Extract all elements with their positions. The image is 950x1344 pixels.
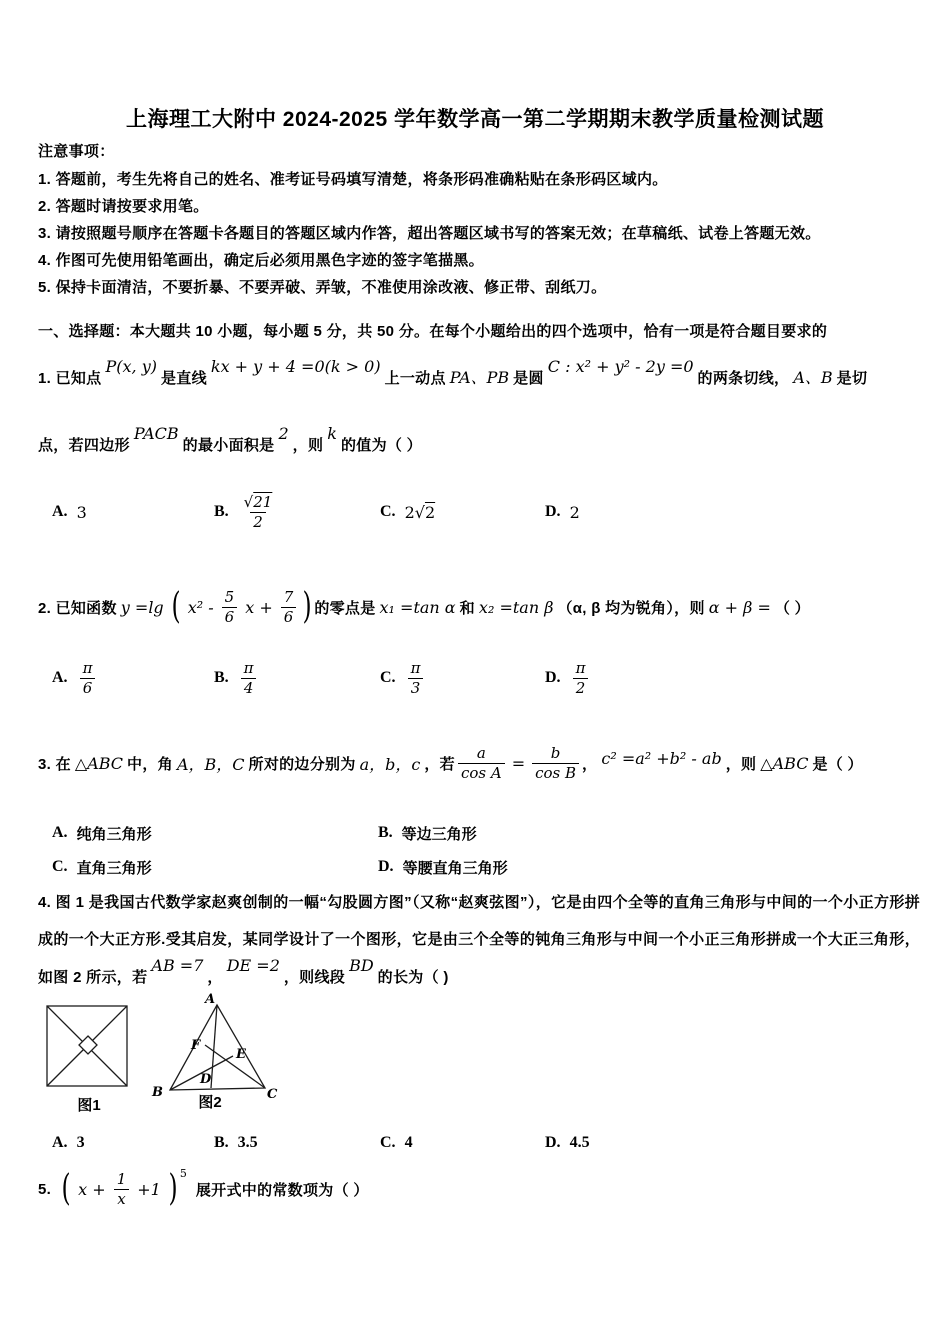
fig2-label-e: E [236,1047,246,1062]
question-1-line-1 [38,357,868,388]
notice-item-3: 3. 请按照题号顺序在答题卡各题目的答题区域内作答，超出答题区域书写的答案无效；在草稿纸、试卷上答题无效。 [38,225,821,242]
q3-text: ， [582,755,598,773]
question-1-line-2 [38,424,422,455]
q1-math-pa-pb: PA、PB [449,368,510,387]
open-paren: ( [171,585,181,627]
q2-option-d [545,652,591,704]
option-label: D. [545,503,561,520]
q1-options [0,483,950,541]
q1-text: ，则 [292,437,324,454]
option-value: 3 [76,502,87,522]
denominator: 6 [222,607,238,627]
q1-text: 是圆 [513,370,544,387]
numerator: 5 [224,587,235,606]
figure-2-triangle-diagram [150,993,285,1105]
q3-text: 是（ ） [812,755,863,773]
numerator: π [243,658,254,677]
denominator: x [114,1189,128,1209]
denominator: 4 [241,678,257,698]
q1-math-point: P(x, y) [105,357,157,376]
q1-math-line-eq: kx + y + 4 =0(k > 0) [210,357,381,376]
q3-option-c [52,854,152,880]
q2-function-formula [117,585,315,627]
q4-option-b [214,1128,258,1158]
equals-sign: = [511,753,526,773]
question-2 [38,575,810,639]
fraction-a-cosA [458,744,505,783]
option-value: 直角三角形 [76,859,152,877]
option-value: 等腰直角三角形 [402,859,508,877]
q2-text: 2. 已知函数 [38,599,117,617]
option-value: 4 [404,1134,413,1151]
q3-option-b [378,820,477,846]
option-value: 等边三角形 [401,825,477,843]
denominator: 3 [408,678,424,698]
q2-options [0,652,950,704]
q5-text: 展开式中的常数项为（ ） [195,1181,369,1199]
q3-options-row-2 [0,854,950,880]
q1-text: 的两条切线， [697,370,790,387]
math-de-2: DE =2 [226,956,280,975]
math-alpha-beta: α + β = [708,597,771,617]
radical-sign: √ [243,492,254,511]
radicand: 2 [424,502,436,522]
section-heading: 一、选择题：本大题共 10 小题，每小题 5 分，共 50 分。在每个小题给出的四个选项中，恰有一项是符合题目要求的 [38,323,828,340]
q2-text: 和 [459,599,475,617]
q4-text: 的长为（ ) [377,969,449,986]
denominator: cos A [458,763,505,783]
q1-option-d [545,483,580,541]
radicand: 21 [253,492,273,511]
figure-1-zhaoshuang-diagram [45,1002,133,1090]
notice-item-2: 2. 答题时请按要求用笔。 [38,198,209,215]
q1-math-area: 2 [278,424,289,443]
q1-text: 是切 [836,370,868,387]
q1-text: 点，若四边形 [38,437,130,454]
q2-option-a [52,652,98,704]
question-4 [38,884,920,996]
figure-2-caption: 图2 [198,1094,222,1111]
q3-text: 中，角 [127,755,173,773]
coefficient: 2 [404,502,415,522]
fig2-label-d: D [200,1072,212,1087]
q1-text: 的值为（ ） [340,437,422,454]
q1-option-a [52,483,87,541]
denominator: 6 [80,678,96,698]
close-paren: ) [302,585,312,627]
option-label: B. [214,669,229,686]
numerator: b [550,743,561,762]
q1-option-b [214,483,278,541]
math-x-plus: x + [78,1179,106,1199]
fraction [408,659,424,698]
option-label: A. [52,1134,68,1151]
q3-text: ，若 [424,755,455,773]
q3-option-d [378,854,508,880]
q1-text: 的最小面积是 [182,437,275,454]
denominator: 2 [573,678,589,698]
fig2-label-c: C [267,1087,278,1102]
q5-number: 5. [38,1180,52,1198]
question-3 [38,735,863,791]
option-label: B. [214,1134,229,1151]
notice-heading: 注意事项： [38,143,115,160]
close-paren: ) [168,1167,178,1209]
option-label: D. [378,858,394,875]
option-label: C. [380,669,396,686]
math-sides: a，b，c [359,754,421,774]
math-triangle-abc: △ABC [760,753,809,773]
q1-option-c [380,483,435,541]
q1-math-circle-eq: C : x² + y² - 2y =0 [547,357,694,376]
math-x2-tan: x₂ =tan β [478,597,554,617]
radical-sign: √ [414,502,425,522]
q2-option-b [214,652,260,704]
option-label: D. [545,1134,561,1151]
page-title: 上海理工大附中 2024-2025 学年数学高一第二学期期末教学质量检测试题 [125,108,825,131]
q1-text: 上一动点 [384,370,446,387]
q2-answer-paren: （ ） [774,599,810,617]
fraction-b-cosB [532,744,579,783]
math-x-squared: x² - [187,597,214,617]
figure-1-caption: 图1 [77,1097,101,1114]
denominator: cos B [532,763,579,783]
math-bd: BD [349,956,374,975]
denominator: 2 [250,512,266,532]
fraction [80,659,96,698]
fraction [281,588,297,627]
fig2-label-f: F [191,1038,201,1053]
math-ab-7: AB =7 [151,956,204,975]
q3-text: 3. 在 [38,755,71,773]
q1-text: 是直线 [160,370,207,387]
option-label: B. [378,824,393,841]
q3-options-row-1 [0,820,950,846]
exponent: 5 [179,1166,187,1180]
fraction [573,659,589,698]
q3-text: 所对的边分别为 [248,755,356,773]
fraction [222,588,238,627]
open-paren: ( [61,1167,71,1209]
option-value [405,503,436,522]
math-y-lg: y =lg [120,597,164,617]
q4-text: ，则线段 [283,969,346,986]
numerator: π [575,658,586,677]
q4-option-c [380,1128,413,1158]
math-x-plus: x + [245,597,273,617]
q3-option-a [52,820,152,846]
q2-text: 的零点是 [314,599,376,617]
option-value: 3.5 [237,1134,258,1151]
q4-options [0,1128,950,1158]
q2-text: （α, β 均为锐角），则 [557,599,705,617]
q1-text: 1. 已知点 [38,370,102,387]
math-angles: A，B，C [176,754,245,774]
fraction [241,493,276,532]
math-c-squared-eq: c² =a² +b² - ab [601,748,722,768]
fraction [241,659,257,698]
math-x1-tan: x₁ =tan α [379,597,456,617]
option-value: 纯角三角形 [76,825,152,843]
numerator: a [476,743,486,762]
option-label: D. [545,669,561,686]
option-value: 2 [569,502,580,522]
q4-option-a [52,1128,85,1158]
fraction [114,1170,130,1209]
notice-item-5: 5. 保持卡面清洁，不要折暴、不要弄破、弄皱，不准使用涂改液、修正带、刮纸刀。 [38,279,607,296]
numerator: 7 [283,587,294,606]
math-plus-one: +1 [137,1179,161,1199]
q1-math-pacb: PACB [133,424,179,443]
q4-text: 4. 图 1 是我国古代数学家赵爽创制的一幅“勾股圆方图”（又称“赵爽弦图”），它是由四个全等的直角三角形与中间的一个小正方形拼成的一个大正方形.受其启发，某同学设计了一个图形，它是由三个全等的钝角三角形与中间一个小正三角形拼成一个大正三角形，如图 2 所示，若 [38,894,920,986]
q4-option-d [545,1128,590,1158]
option-label: B. [214,503,229,520]
numerator: π [410,658,421,677]
numerator: π [82,658,93,677]
fig2-label-a: A [205,993,216,1007]
q3-text: ，则 [725,755,757,773]
q2-option-c [380,652,426,704]
notice-item-1: 1. 答题前，考生先将自己的姓名、准考证号码填写清楚，将条形码准确粘贴在条形码区域内。 [38,171,668,188]
q1-math-ab: A、B [793,368,833,387]
numerator: 1 [116,1169,127,1188]
option-value: 4.5 [569,1134,590,1151]
option-label: C. [52,858,68,875]
notice-item-4: 4. 作图可先使用铅笔画出，确定后必须用黑色字迹的签字笔描黑。 [38,252,484,269]
option-value: 3 [76,1134,85,1151]
math-triangle-abc: △ABC [74,753,124,773]
option-label: C. [380,503,396,520]
option-label: A. [52,824,68,841]
denominator: 6 [281,607,297,627]
q4-text: ， [207,969,223,986]
q1-math-k: k [327,424,337,443]
q5-binomial-formula [59,1166,188,1209]
option-label: A. [52,503,68,520]
option-label: A. [52,669,68,686]
question-5 [38,1158,369,1220]
fig2-label-b: B [152,1085,163,1100]
option-label: C. [380,1134,396,1151]
